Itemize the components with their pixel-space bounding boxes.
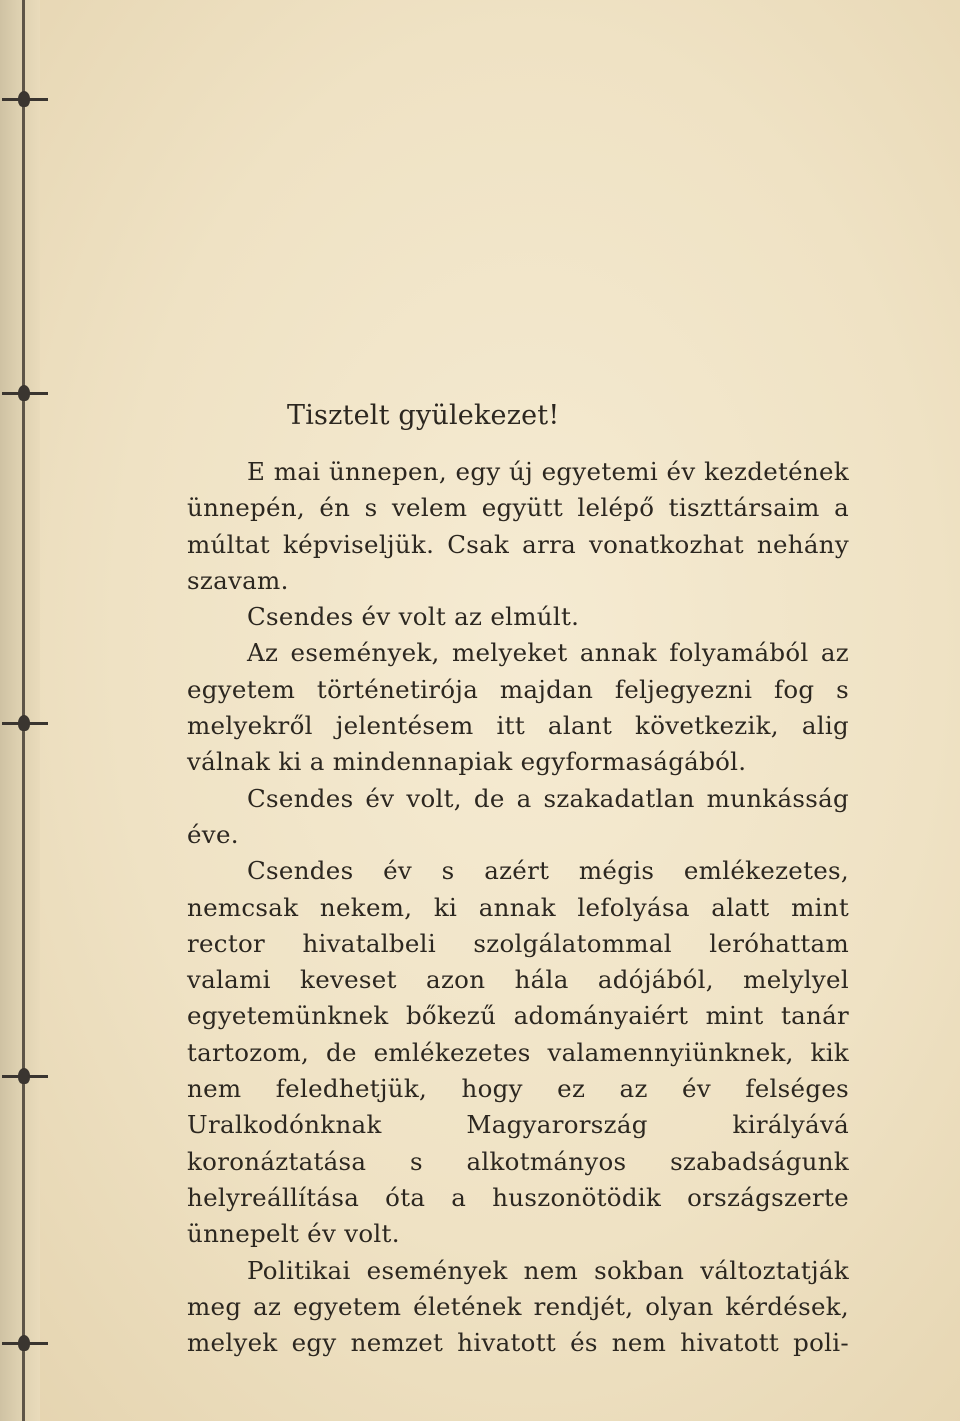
paragraph: Csendes év s azért mégis emlékezetes, nemcsak nekem, ki annak lefolyása alatt mint rector hivatalbeli szolgálatommal leróhattam valami keveset azon hála adójából, melylyel egyetemünknek bőkezű adományaiért mint tanár tartozom, de emlékezetes valamennyiünknek, kik nem feledhetjük, hogy ez az év felséges Uralkodónknak Magyarország királyává koronáztatása s alkotmányos szabadságunk helyreállítása óta a huszonötödik országszerte ünnepelt év volt. bbox=[187, 856, 849, 1249]
paragraph: Az események, melyeket annak folyamából az egyetem történetirója majdan feljegyezni fog s melyekről jelentésem itt alant következik, alig válnak ki a mindennapiak egyformaságából. bbox=[187, 638, 849, 777]
page-text bbox=[187, 394, 849, 1361]
binding-stitch bbox=[2, 1342, 48, 1345]
paragraph: E mai ünnepen, egy új egyetemi év kezdetének ünnepén, én s velem együtt lelépő tiszttársaim a múltat képviseljük. Csak arra vonatkozhat nehány szavam. bbox=[187, 457, 849, 595]
binding-thread bbox=[22, 0, 25, 1421]
paragraph: Csendes év volt, de a szakadatlan munkásság éve. bbox=[187, 783, 849, 849]
binding-stitch bbox=[2, 98, 48, 101]
binding-stitch bbox=[2, 392, 48, 395]
binding-stitch bbox=[2, 722, 48, 725]
book-binding bbox=[0, 0, 40, 1421]
paragraph: Politikai események nem sokban változtatják meg az egyetem életének rendjét, olyan kérdések, melyek egy nemzet hivatott és nem hivatott poli- bbox=[187, 1255, 849, 1358]
binding-stitch bbox=[2, 1075, 48, 1078]
paragraph: Csendes év volt az elmúlt. bbox=[247, 602, 580, 632]
page-heading: Tisztelt gyülekezet! bbox=[287, 400, 560, 431]
